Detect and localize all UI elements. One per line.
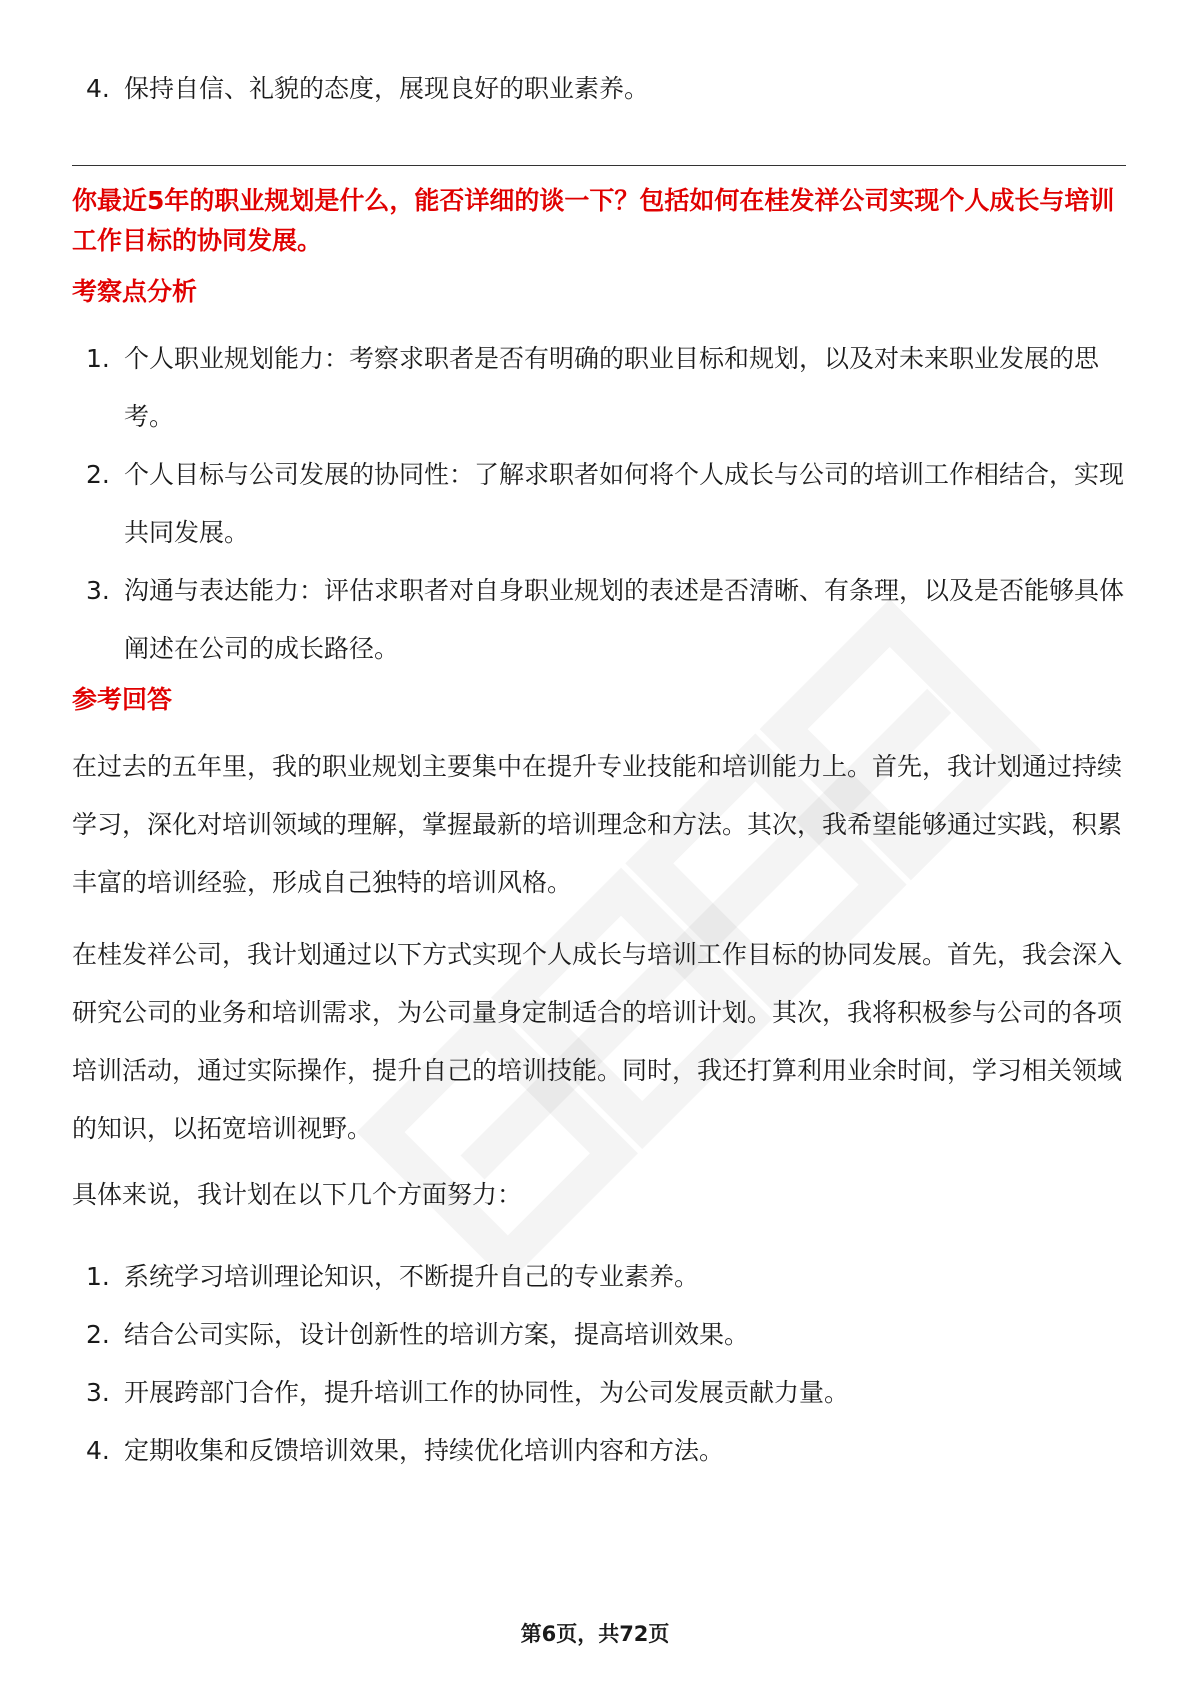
list-number: 3. (86, 576, 110, 605)
list-number: 1. (86, 1262, 110, 1291)
divider (72, 165, 1126, 166)
list-text: 定期收集和反馈培训效果，持续优化培训内容和方法。 (124, 1436, 725, 1465)
answer-title: 参考回答 (72, 685, 173, 714)
list-text: 开展跨部门合作，提升培训工作的协同性，为公司发展贡献力量。 (124, 1378, 850, 1407)
list-item (86, 1248, 1126, 1306)
answer-paragraph: 在过去的五年里，我的职业规划主要集中在提升专业技能和培训能力上。首先，我计划通过持续学习，深化对培训领域的理解，掌握最新的培训理念和方法。其次，我希望能够通过实践，积累丰富的培训经验，形成自己独特的培训风格。 (72, 752, 1123, 897)
answer-paragraph: 具体来说，我计划在以下几个方面努力： (72, 1180, 523, 1209)
list-text: 结合公司实际，设计创新性的培训方案，提高培训效果。 (124, 1320, 750, 1349)
list-text: 个人职业规划能力：考察求职者是否有明确的职业目标和规划，以及对未来职业发展的思考。 (124, 344, 1100, 431)
list-item (86, 1422, 1126, 1480)
analysis-title: 考察点分析 (72, 277, 198, 306)
answer-list (86, 1248, 1126, 1480)
list-text: 沟通与表达能力：评估求职者对自身职业规划的表述是否清晰、有条理，以及是否能够具体阐述在公司的成长路径。 (124, 576, 1125, 663)
page-footer: 第6页，共72页 (520, 1622, 670, 1646)
list-text: 系统学习培训理论知识，不断提升自己的专业素养。 (124, 1262, 700, 1291)
list-item (86, 60, 649, 118)
list-number: 4. (86, 74, 110, 103)
list-number: 1. (86, 344, 110, 373)
list-text: 个人目标与公司发展的协同性：了解求职者如何将个人成长与公司的培训工作相结合，实现共同发展。 (124, 460, 1125, 547)
list-item (86, 330, 1126, 446)
answer-paragraph: 在桂发祥公司，我计划通过以下方式实现个人成长与培训工作目标的协同发展。首先，我会深入研究公司的业务和培训需求，为公司量身定制适合的培训计划。其次，我将积极参与公司的各项培训活动，通过实际操作，提升自己的培训技能。同时，我还打算利用业余时间，学习相关领域的知识，以拓宽培训视野。 (72, 940, 1123, 1143)
list-number: 2. (86, 1320, 110, 1349)
analysis-list (86, 330, 1126, 678)
list-text: 保持自信、礼貌的态度，展现良好的职业素养。 (124, 74, 650, 103)
list-item (86, 1364, 1126, 1422)
list-item (86, 562, 1126, 678)
list-number: 2. (86, 460, 110, 489)
list-item (86, 446, 1126, 562)
list-item (86, 1306, 1126, 1364)
list-number: 4. (86, 1436, 110, 1465)
list-number: 3. (86, 1378, 110, 1407)
question-heading: 你最近5年的职业规划是什么，能否详细的谈一下？包括如何在桂发祥公司实现个人成长与培训工作目标的协同发展。 (72, 186, 1115, 255)
